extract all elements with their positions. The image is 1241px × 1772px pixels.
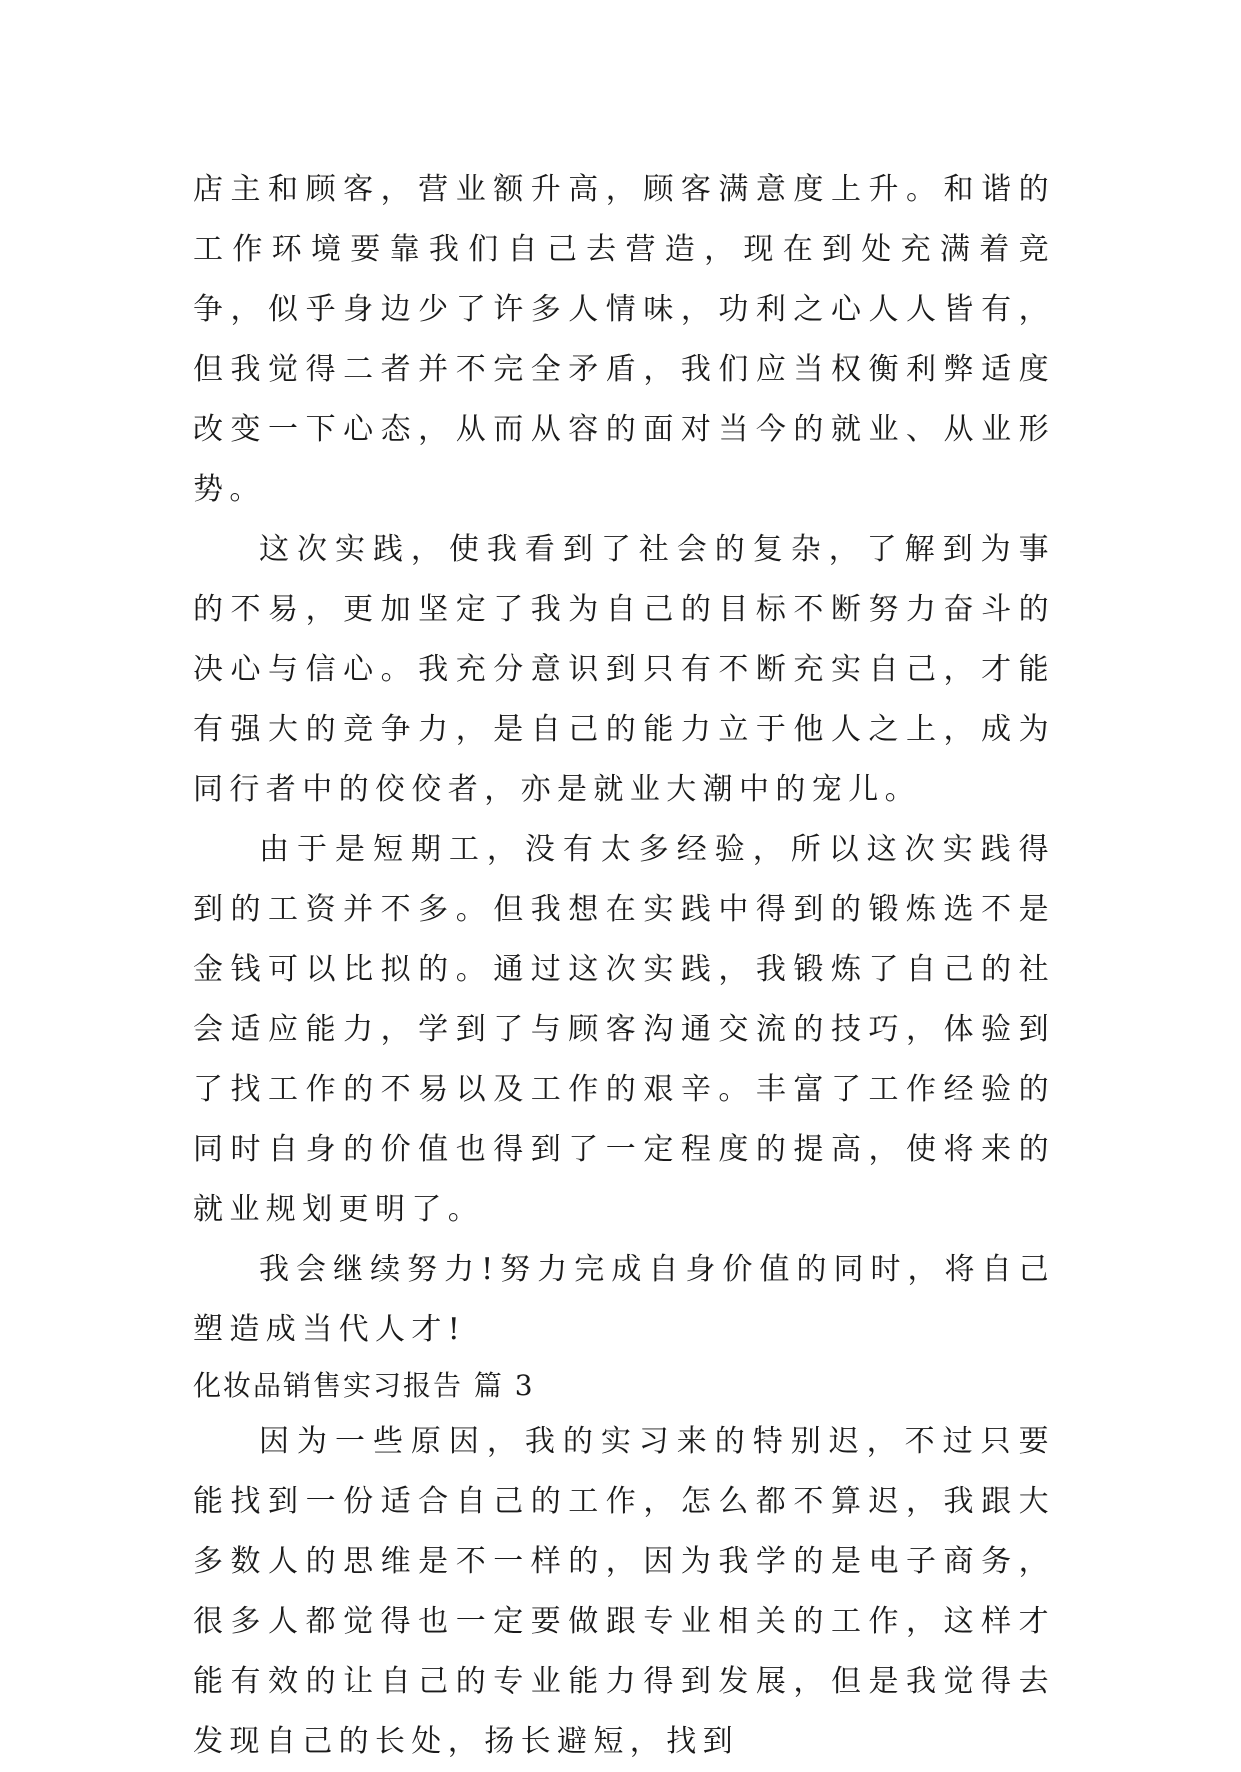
paragraph-2: 这次实践，使我看到了社会的复杂，了解到为事的不易，更加坚定了我为自己的目标不断努力奋斗的决心与信心。我充分意识到只有不断充实自己，才能有强大的竞争力，是自己的能力立于他人之上，成为同行者中的佼佼者，亦是就业大潮中的宠儿。 [193,532,1055,807]
paragraph-5: 因为一些原因，我的实习来的特别迟，不过只要能找到一份适合自己的工作，怎么都不算迟，我跟大多数人的思维是不一样的，因为我学的是电子商务，很多人都觉得也一定要做跟专业相关的工作，这样才能有效的让自己的专业能力得到发展，但是我觉得去发现自己的长处，扬长避短，找到 [193,1424,1055,1759]
document-page [193,160,1055,1772]
paragraph-1: 店主和顾客，营业额升高，顾客满意度上升。和谐的工作环境要靠我们自己去营造，现在到处充满着竞争，似乎身边少了许多人情味，功利之心人人皆有，但我觉得二者并不完全矛盾，我们应当权衡利弊适度改变一下心态，从而从容的面对当今的就业、从业形势。 [193,172,1055,507]
section-heading: 化妆品销售实习报告 篇 3 [193,1369,535,1402]
paragraph-4: 我会继续努力!努力完成自身价值的同时，将自己塑造成当代人才! [193,1252,1055,1347]
paragraph-3: 由于是短期工，没有太多经验，所以这次实践得到的工资并不多。但我想在实践中得到的锻炼选不是金钱可以比拟的。通过这次实践，我锻炼了自己的社会适应能力，学到了与顾客沟通交流的技巧，体验到了找工作的不易以及工作的艰辛。丰富了工作经验的同时自身的价值也得到了一定程度的提高，使将来的就业规划更明了。 [193,832,1055,1227]
